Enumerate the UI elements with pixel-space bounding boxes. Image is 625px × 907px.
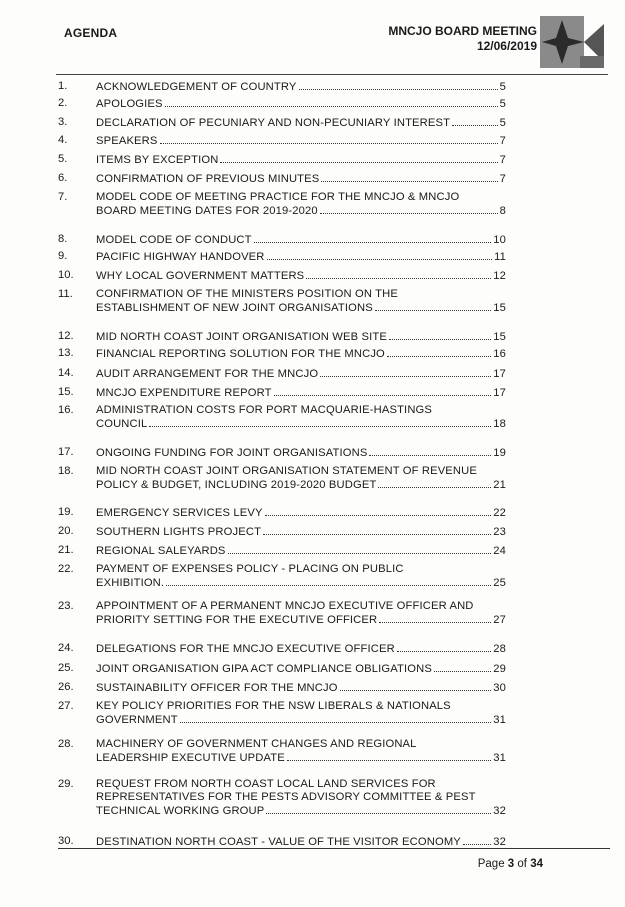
dot-leader (274, 386, 492, 396)
toc-entry-page: 32 (493, 805, 506, 817)
toc-entry-title (96, 97, 506, 111)
toc-entry-title-line: SUSTAINABILITY OFFICER FOR THE MNCJO (96, 682, 338, 694)
toc-entry-number: 15. (58, 386, 74, 398)
toc-entry-title-line: CONFIRMATION OF THE MINISTERS POSITION ON THE (96, 288, 398, 300)
page-number-current: 3 (507, 858, 515, 870)
header-agenda-label: AGENDA (64, 26, 118, 40)
toc-entry-title (96, 250, 506, 264)
toc-entry-title-line: PACIFIC HIGHWAY HANDOVER (96, 251, 265, 263)
dot-leader (321, 172, 497, 182)
page-number-total: 34 (530, 858, 543, 870)
toc-entry-title-line: CONFIRMATION OF PREVIOUS MINUTES (96, 173, 320, 185)
toc-entry-page: 27 (493, 614, 506, 626)
toc-entry-title-line: WHY LOCAL GOVERNMENT MATTERS (96, 270, 305, 282)
toc-entry-title-line: ITEMS BY EXCEPTION (96, 154, 219, 166)
toc-entry-title-line: MID NORTH COAST JOINT ORGANISATION WEB SITE (96, 331, 387, 343)
toc-entry-page: 15 (493, 331, 506, 343)
toc-entry-title-line: COUNCIL (96, 418, 148, 430)
toc-entry-title (96, 600, 506, 627)
toc-entry-title-line: SPEAKERS (96, 135, 158, 147)
dot-leader (375, 301, 491, 311)
dot-leader (220, 153, 497, 163)
toc-entry-number: 21. (58, 544, 74, 556)
toc-entry-title-line: FINANCIAL REPORTING SOLUTION FOR THE MNCJO (96, 348, 385, 360)
toc-entry-title (96, 544, 506, 558)
toc-entry-page: 10 (493, 234, 506, 246)
toc-entry-page: 8 (499, 205, 506, 217)
toc-entry-title-line: APOLOGIES (96, 98, 163, 110)
dot-leader (149, 417, 491, 427)
toc-entry-title (96, 347, 506, 361)
toc-entry-title-line: POLICY & BUDGET, INCLUDING 2019-2020 BUDGET (96, 479, 377, 491)
toc-entry-number: 9. (58, 250, 68, 262)
dot-leader (340, 681, 492, 691)
toc-entry-title-line: JOINT ORGANISATION GIPA ACT COMPLIANCE OBLIGATIONS (96, 663, 432, 675)
dot-leader (265, 506, 492, 516)
dot-leader (378, 478, 491, 488)
toc-entry-number: 6. (58, 172, 68, 184)
toc-entry-title-line: ESTABLISHMENT OF NEW JOINT ORGANISATIONS (96, 302, 373, 314)
toc-entry-title (96, 642, 506, 656)
toc-entry-number: 10. (58, 269, 74, 281)
toc-entry-title-line: APPOINTMENT OF A PERMANENT MNCJO EXECUTIVE OFFICER AND (96, 600, 474, 612)
page-number-of: of (517, 858, 527, 870)
toc-entry-page: 17 (493, 368, 506, 380)
toc-entry-title (96, 330, 506, 344)
toc-entry-title-line: GOVERNMENT (96, 714, 178, 726)
toc-entry-number: 3. (58, 116, 68, 128)
toc-entry-number: 26. (58, 681, 74, 693)
toc-entry-title-line: TECHNICAL WORKING GROUP (96, 805, 265, 817)
toc-entry-number: 23. (58, 600, 74, 612)
header-divider (56, 74, 608, 75)
toc-entry-title (96, 233, 506, 247)
toc-entry-number: 16. (58, 404, 74, 416)
toc-entry-number: 19. (58, 506, 74, 518)
dot-leader (306, 269, 491, 279)
toc-entry-title (96, 465, 506, 492)
toc-entry-title-line: PRIORITY SETTING FOR THE EXECUTIVE OFFICER (96, 614, 378, 626)
toc-entry-number: 28. (58, 738, 74, 750)
toc-entry-page: 5 (499, 98, 506, 110)
toc-entry-title (96, 446, 506, 460)
toc-entry-title-line: MODEL CODE OF CONDUCT (96, 234, 252, 246)
dot-leader (369, 446, 491, 456)
toc-entry-title (96, 288, 506, 315)
toc-entry-number: 30. (58, 835, 74, 847)
toc-entry-title (96, 404, 506, 431)
toc-entry-title-line: ONGOING FUNDING FOR JOINT ORGANISATIONS (96, 447, 368, 459)
toc-entry-page: 17 (493, 387, 506, 399)
toc-entry-title (96, 662, 506, 676)
dot-leader (320, 367, 491, 377)
toc-entry-number: 4. (58, 134, 68, 146)
toc-entry-page: 5 (499, 117, 506, 129)
header-meeting-info (388, 24, 537, 54)
dot-leader (389, 330, 491, 340)
dot-leader (266, 804, 491, 814)
toc-entry-title-line: EXHIBITION. (96, 577, 165, 589)
meeting-title: MNCJO BOARD MEETING (388, 24, 537, 38)
toc-entry-number: 13. (58, 347, 74, 359)
toc-entry-title-line: REQUEST FROM NORTH COAST LOCAL LAND SERVICES FOR (96, 778, 436, 790)
page-number (478, 858, 543, 870)
meeting-date: 12/06/2019 (476, 39, 537, 53)
toc-entry-page: 7 (499, 135, 506, 147)
toc-entry-number: 8. (58, 233, 68, 245)
toc-entry-page: 18 (493, 418, 506, 430)
toc-entry-page: 22 (493, 507, 506, 519)
toc-entry-number: 14. (58, 367, 74, 379)
toc-entry-number: 2. (58, 97, 68, 109)
toc-entry-number: 1. (58, 80, 68, 92)
toc-entry-number: 7. (58, 191, 68, 203)
toc-entry-title (96, 367, 506, 381)
toc-entry-title (96, 700, 506, 727)
toc-entry-number: 18. (58, 465, 74, 477)
toc-entry-title-line: MACHINERY OF GOVERNMENT CHANGES AND REGIONAL (96, 738, 417, 750)
toc-entry-title-line: MODEL CODE OF MEETING PRACTICE FOR THE MNCJO & MNCJO (96, 191, 460, 203)
toc-entry-page: 31 (493, 752, 506, 764)
dot-leader (434, 662, 491, 672)
toc-entry-title (96, 269, 506, 283)
toc-entry-title-line: KEY POLICY PRIORITIES FOR THE NSW LIBERALS & NATIONALS (96, 700, 451, 712)
dot-leader (228, 544, 492, 554)
dot-leader (165, 97, 498, 107)
toc-entry-title-line: SOUTHERN LIGHTS PROJECT (96, 526, 262, 538)
toc-entry-page: 16 (493, 348, 506, 360)
toc-entry-title (96, 172, 506, 186)
toc-entry-number: 24. (58, 642, 74, 654)
toc-entry-page: 30 (493, 682, 506, 694)
dot-leader (299, 80, 498, 90)
toc-entry-title-line: DELEGATIONS FOR THE MNCJO EXECUTIVE OFFICER (96, 643, 395, 655)
toc-entry-page: 12 (493, 270, 506, 282)
dot-leader (387, 347, 491, 357)
toc-entry-title-line: REGIONAL SALEYARDS (96, 545, 226, 557)
toc-entry-title-line: DECLARATION OF PECUNIARY AND NON-PECUNIARY INTEREST (96, 117, 451, 129)
dot-leader (267, 250, 493, 260)
toc-entry-page: 29 (493, 663, 506, 675)
dot-leader (287, 751, 491, 761)
toc-entry-page: 19 (493, 447, 506, 459)
toc-entry-page: 31 (493, 714, 506, 726)
mncjo-logo-icon (540, 12, 604, 74)
dot-leader (166, 576, 491, 586)
toc-entry-number: 5. (58, 153, 68, 165)
toc-entry-title (96, 681, 506, 695)
toc-entry-title-line: AUDIT ARRANGEMENT FOR THE MNCJO (96, 368, 319, 380)
toc-entry-title (96, 506, 506, 520)
footer-divider (58, 848, 610, 849)
toc-entry-title-line: PAYMENT OF EXPENSES POLICY - PLACING ON PUBLIC (96, 563, 404, 575)
toc-entry-number: 17. (58, 446, 74, 458)
dot-leader (320, 204, 498, 214)
toc-entry-title-line: MNCJO EXPENDITURE REPORT (96, 387, 272, 399)
toc-entry-title (96, 191, 506, 218)
toc-entry-title-line: EMERGENCY SERVICES LEVY (96, 507, 263, 519)
dot-leader (254, 233, 492, 243)
dot-leader (379, 613, 491, 623)
toc-entry-number: 20. (58, 525, 74, 537)
dot-leader (397, 642, 491, 652)
dot-leader (160, 134, 498, 144)
toc-entry-page: 7 (499, 173, 506, 185)
toc-entry-page: 21 (493, 479, 506, 491)
toc-entry-title (96, 80, 506, 94)
toc-entry-page: 23 (493, 526, 506, 538)
toc-entry-title-line: DESTINATION NORTH COAST - VALUE OF THE VISITOR ECONOMY (96, 836, 461, 848)
toc-entry-title-line: LEADERSHIP EXECUTIVE UPDATE (96, 752, 285, 764)
toc-entry-page: 28 (493, 643, 506, 655)
toc-entry-title (96, 778, 506, 818)
dot-leader (452, 116, 498, 126)
toc-entry-page: 11 (494, 251, 506, 263)
dot-leader (263, 525, 491, 535)
toc-entry-page: 24 (493, 545, 506, 557)
toc-entry-title (96, 835, 506, 849)
toc-entry-title (96, 525, 506, 539)
toc-entry-title-line: ACKNOWLEDGEMENT OF COUNTRY (96, 81, 297, 93)
toc-entry-title-line: MID NORTH COAST JOINT ORGANISATION STATEMENT OF REVENUE (96, 465, 477, 477)
toc-entry-number: 29. (58, 778, 74, 790)
toc-entry-title-line: ADMINISTRATION COSTS FOR PORT MACQUARIE-HASTINGS (96, 404, 433, 416)
toc-entry-number: 27. (58, 700, 74, 712)
toc-entry-page: 5 (499, 81, 506, 93)
toc-entry-title-line: REPRESENTATIVES FOR THE PESTS ADVISORY COMMITTEE & PEST (96, 791, 476, 803)
toc-entry-title (96, 563, 506, 590)
toc-entry-title (96, 386, 506, 400)
dot-leader (180, 713, 492, 723)
toc-entry-title (96, 738, 506, 765)
toc-entry-number: 11. (58, 288, 73, 300)
toc-entry-page: 15 (493, 302, 506, 314)
toc-entry-page: 7 (499, 154, 506, 166)
toc-entry-number: 25. (58, 662, 74, 674)
toc-entry-page: 32 (493, 836, 506, 848)
toc-entry-title (96, 153, 506, 167)
toc-entry-page: 25 (493, 577, 506, 589)
dot-leader (463, 835, 491, 845)
page-number-prefix: Page (477, 858, 505, 870)
toc-entry-number: 12. (58, 330, 74, 342)
toc-entry-title (96, 134, 506, 148)
toc-entry-title (96, 116, 506, 130)
toc-entry-number: 22. (58, 563, 74, 575)
toc-entry-title-line: BOARD MEETING DATES FOR 2019-2020 (96, 205, 318, 217)
